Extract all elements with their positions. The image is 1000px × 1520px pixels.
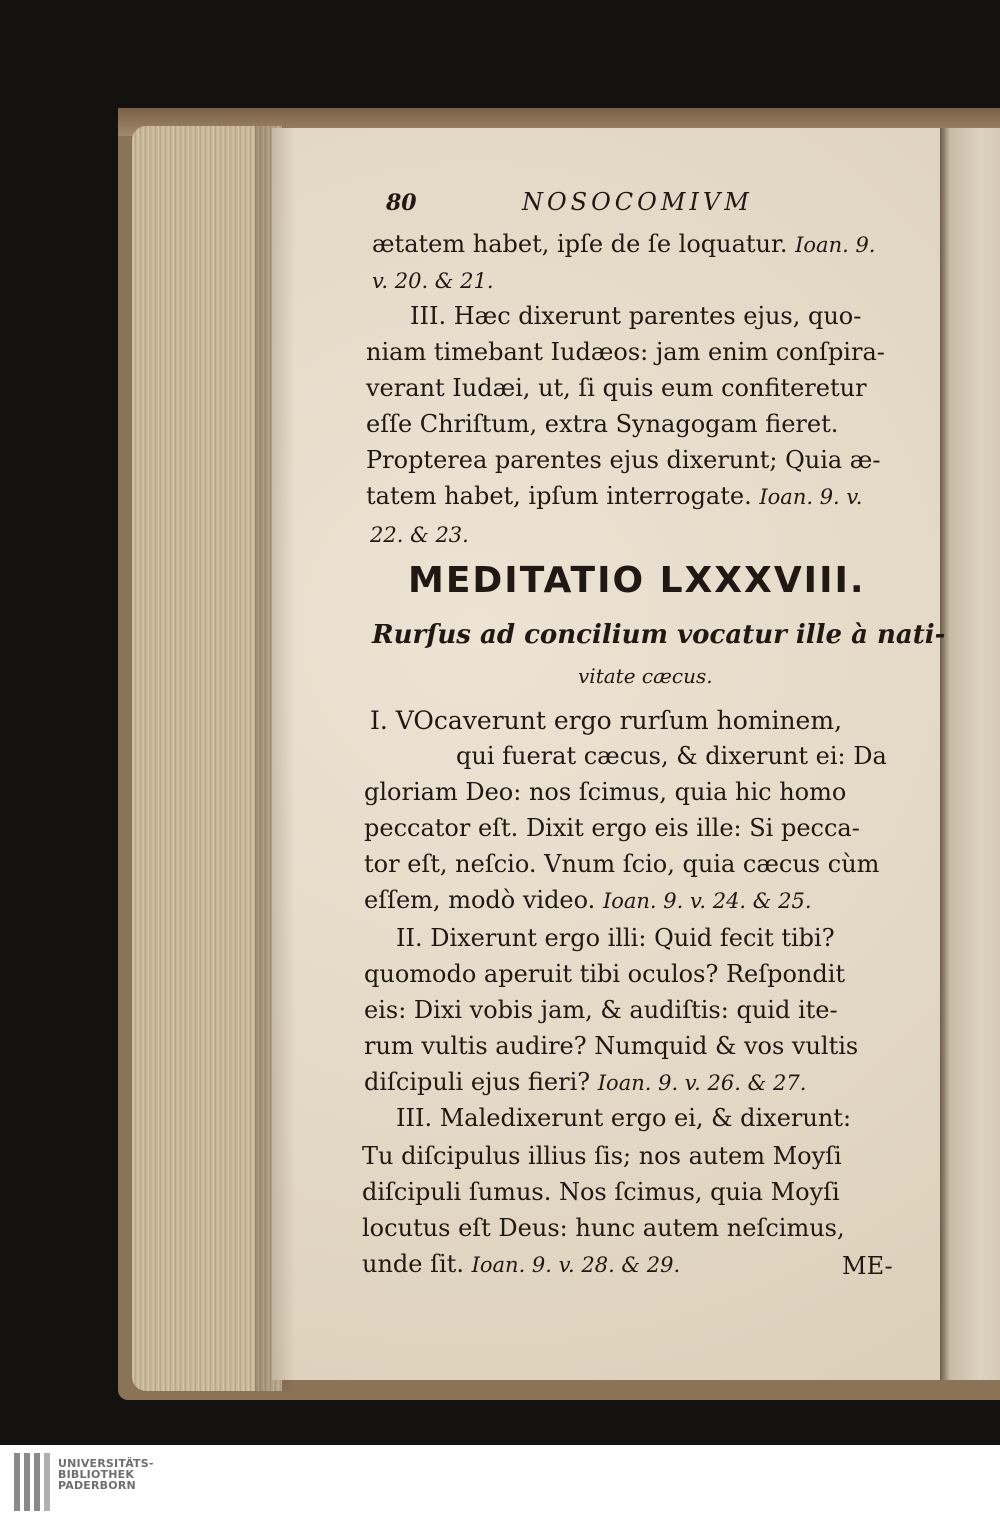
text-line: II. Dixerunt ergo illi: Quid fecit tibi? bbox=[396, 924, 835, 952]
text-line: peccator eſt. Dixit ergo eis ille: Si pecca- bbox=[364, 814, 860, 842]
catchword: ME- bbox=[842, 1252, 893, 1280]
text-line: tatem habet, ipſum interrogate. Ioan. 9. v. bbox=[366, 482, 863, 510]
text-line: locutus eſt Deus: hunc autem neſcimus, bbox=[362, 1214, 845, 1242]
text-line: tor eſt, neſcio. Vnum ſcio, quia cæcus cùm bbox=[364, 850, 880, 878]
text-line: Tu diſcipulus illius ſis; nos autem Moyſi bbox=[362, 1142, 842, 1170]
text-line: unde ſit. Ioan. 9. v. 28. & 29. bbox=[362, 1250, 681, 1278]
text-line: Propterea parentes ejus dixerunt; Quia æ- bbox=[366, 446, 881, 474]
text-line: III. Hæc dixerunt parentes ejus, quo- bbox=[410, 302, 862, 330]
library-name: UNIVERSITÄTS- BIBLIOTHEK PADERBORN bbox=[58, 1457, 154, 1492]
meditation-subheading: vitate cæcus. bbox=[578, 664, 713, 688]
text-line: niam timebant Iudæos: jam enim conſpira- bbox=[366, 338, 885, 366]
text-line: I. VOcaverunt ergo rurſum hominem, bbox=[370, 706, 843, 735]
text-line: diſcipuli ejus fieri? Ioan. 9. v. 26. & 27. bbox=[364, 1068, 807, 1096]
text-line: gloriam Deo: nos ſcimus, quia hic homo bbox=[364, 778, 847, 806]
meditation-heading: MEDITATIO LXXXVIII. bbox=[408, 560, 866, 601]
text-line: eſſe Chriſtum, extra Synagogam fieret. bbox=[366, 410, 839, 438]
facing-page-edge bbox=[940, 128, 1000, 1380]
text-line: 22. & 23. bbox=[370, 523, 469, 547]
text-line: v. 20. & 21. bbox=[372, 269, 494, 293]
text-line: ætatem habet, ipſe de ſe loquatur. Ioan. 9. bbox=[372, 230, 876, 258]
text-line: eis: Dixi vobis jam, & audiſtis: quid ite- bbox=[364, 996, 838, 1024]
library-logo-icon bbox=[14, 1453, 58, 1511]
text-line: rum vultis audire? Numquid & vos vultis bbox=[364, 1032, 859, 1060]
meditation-subheading: Rurſus ad concilium vocatur ille à nati- bbox=[372, 620, 946, 650]
text-line: verant Iudæi, ut, ſi quis eum confiteretur bbox=[366, 374, 867, 402]
spine-shadow bbox=[255, 126, 295, 1391]
text-line: diſcipuli ſumus. Nos ſcimus, quia Moyſi bbox=[362, 1178, 840, 1206]
text-line: qui fuerat cæcus, & dixerunt ei: Da bbox=[456, 742, 887, 770]
page-number: 80 bbox=[386, 190, 417, 216]
text-line: III. Maledixerunt ergo ei, & dixerunt: bbox=[396, 1104, 852, 1132]
text-line: quomodo aperuit tibi oculos? Reſpondit bbox=[364, 960, 846, 988]
running-title: NOSOCOMIVM bbox=[522, 188, 753, 216]
text-line: eſſem, modò video. Ioan. 9. v. 24. & 25. bbox=[364, 886, 812, 914]
